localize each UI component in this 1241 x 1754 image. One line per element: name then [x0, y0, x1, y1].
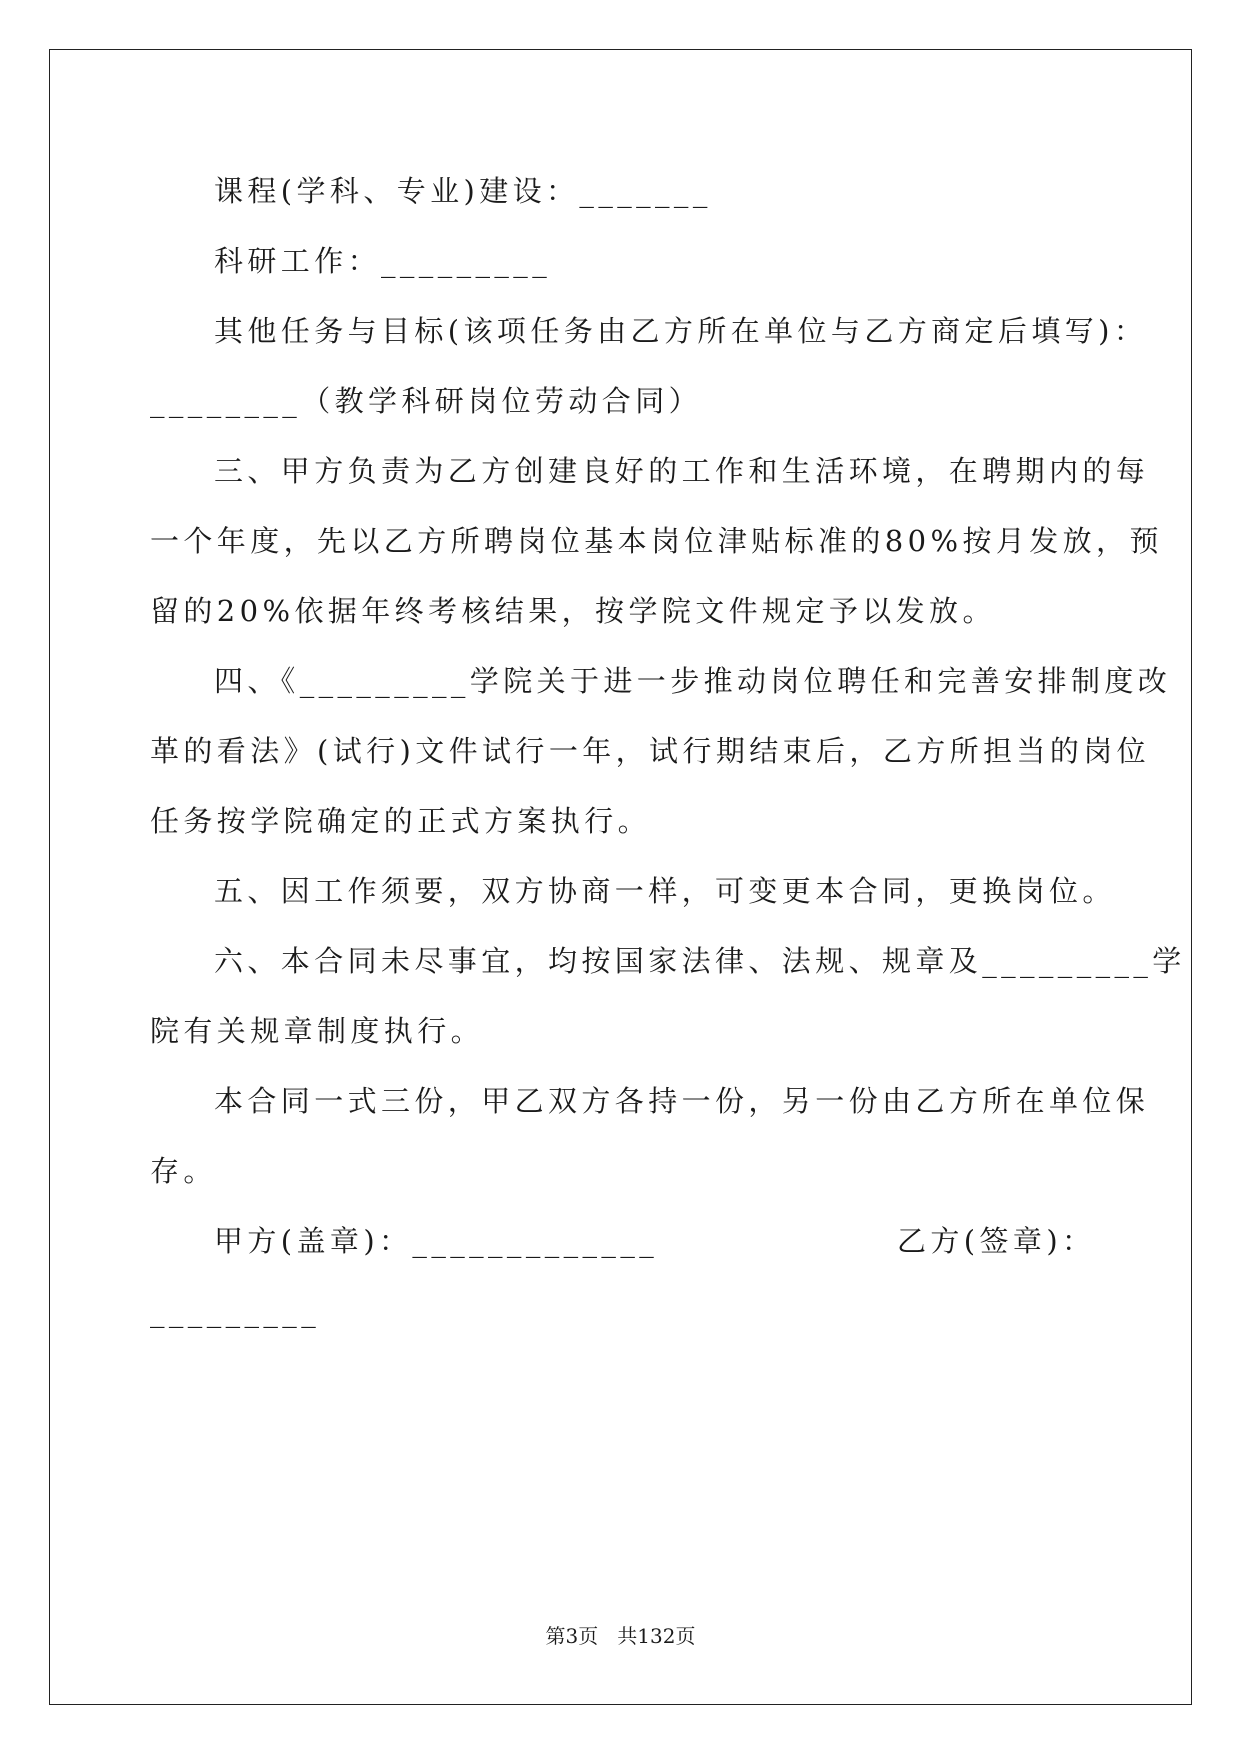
party-a-signature-line: 甲方(盖章)：_____________ [214, 1224, 659, 1258]
text-line: 六、本合同未尽事宜，均按国家法律、法规、规章及_________学 [214, 944, 1186, 978]
text-line: 四、《_________学院关于进一步推动岗位聘任和完善安排制度改 [214, 664, 1172, 698]
text-line: 科研工作：_________ [214, 244, 552, 278]
text-line: 一个年度，先以乙方所聘岗位基本岗位津贴标准的80%按月发放，预 [150, 524, 1163, 558]
text-line: 其他任务与目标(该项任务由乙方所在单位与乙方商定后填写)： [214, 314, 1148, 348]
text-line: 院有关规章制度执行。 [150, 1014, 485, 1048]
text-line: 革的看法》(试行)文件试行一年，试行期结束后，乙方所担当的岗位 [150, 734, 1151, 768]
text-line: ________（教学科研岗位劳动合同） [150, 384, 703, 418]
text-line: 留的20%依据年终考核结果，按学院文件规定予以发放。 [150, 594, 996, 628]
text-line: 任务按学院确定的正式方案执行。 [150, 804, 652, 838]
text-line: 课程(学科、专业)建设：_______ [214, 174, 712, 208]
party-b-signature-blank: _________ [150, 1294, 321, 1328]
text-line: 五、因工作须要，双方协商一样，可变更本合同，更换岗位。 [214, 874, 1116, 908]
text-line: 本合同一式三份，甲乙双方各持一份，另一份由乙方所在单位保 [214, 1084, 1150, 1118]
text-line: 存。 [150, 1154, 217, 1188]
text-line: 三、甲方负责为乙方创建良好的工作和生活环境，在聘期内的每 [214, 454, 1150, 488]
page-footer: 第3页 共132页 [545, 1624, 696, 1648]
party-b-signature-label: 乙方(签章)： [897, 1224, 1096, 1258]
